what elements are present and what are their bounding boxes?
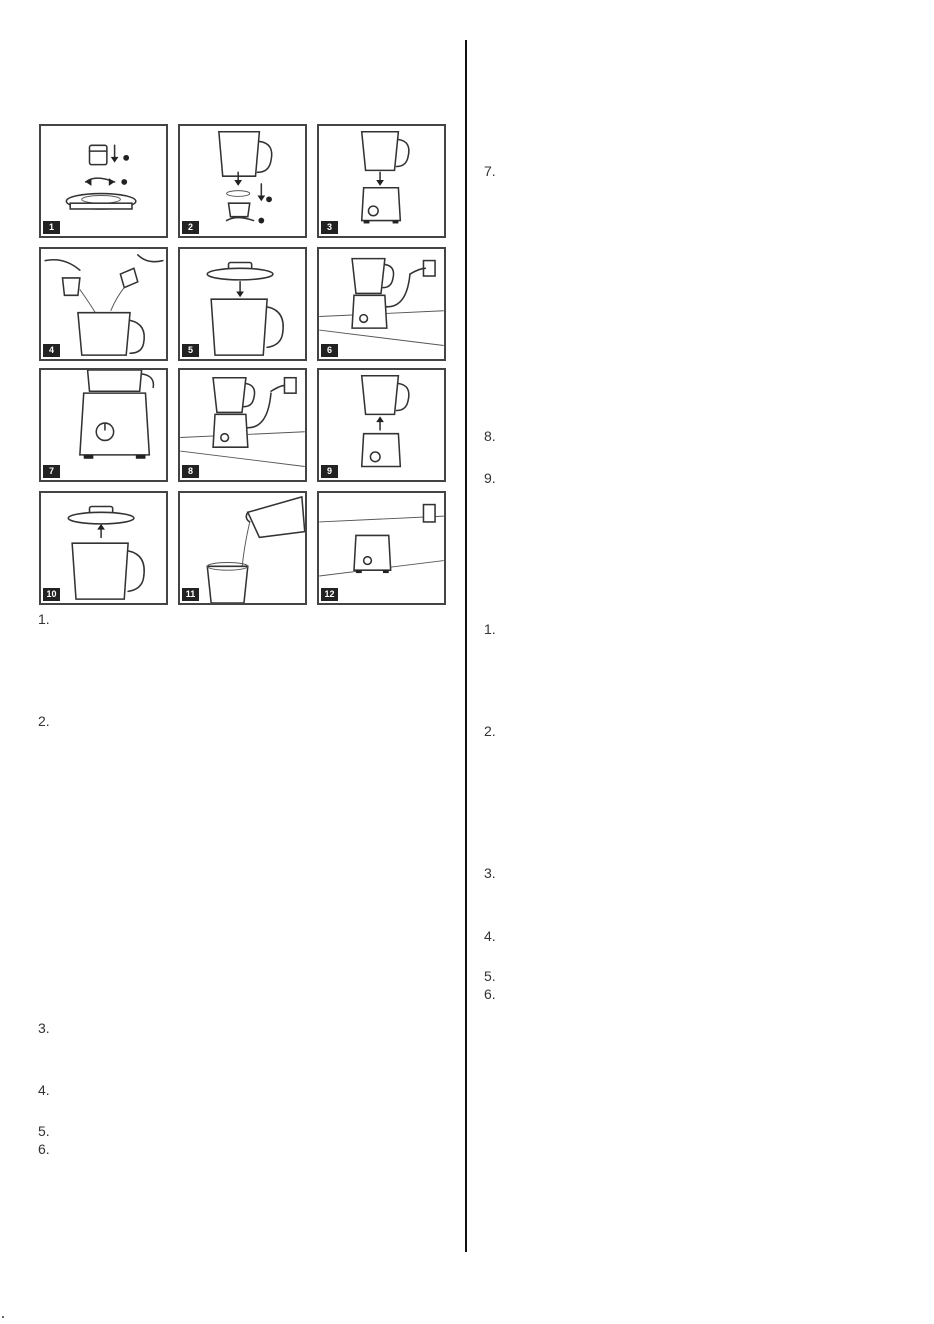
panel-number: 2 [182,221,199,234]
close-lid-icon [180,249,305,359]
illustration-panel-11 [178,491,307,605]
unplug-icon [180,370,305,480]
right-step-number: 3. [484,865,496,881]
remove-lid-icon [41,493,166,603]
illustration-panel-3 [317,124,446,238]
plug-in-icon [319,249,444,359]
right-step-number: 6. [484,986,496,1002]
store-base-icon [319,493,444,603]
left-step-number: 6. [38,1141,50,1157]
panel-number: 9 [321,465,338,478]
panel-number: 3 [321,221,338,234]
illustration-panel-12 [317,491,446,605]
add-ingredients-icon [41,249,166,359]
illustration-panel-7 [39,368,168,482]
panel-number: 10 [43,588,60,601]
left-step-number: 2. [38,713,50,729]
pour-icon [180,493,305,603]
column-divider [465,40,467,1252]
place-jar-on-base-icon [319,126,444,236]
panel-number: 12 [321,588,338,601]
right-step-number: 2. [484,723,496,739]
right-step-number: 7. [484,163,496,179]
panel-number: 7 [43,465,60,478]
panel-number: 6 [321,344,338,357]
jar-blade-assembly-icon [180,126,305,236]
illustration-panel-6 [317,247,446,361]
left-step-number: 3. [38,1020,50,1036]
lift-jar-icon [319,370,444,480]
right-step-number: 4. [484,928,496,944]
illustration-panel-4 [39,247,168,361]
panel-number: 4 [43,344,60,357]
panel-number: 5 [182,344,199,357]
page-corner-mark [2,1316,4,1318]
right-step-number: 1. [484,621,496,637]
illustration-panel-9 [317,368,446,482]
lid-assembly-icon [41,126,166,236]
control-knob-icon [41,370,166,480]
illustration-panel-2 [178,124,307,238]
illustration-panel-5 [178,247,307,361]
panel-number: 8 [182,465,199,478]
panel-number: 11 [182,588,199,601]
right-step-number: 8. [484,428,496,444]
panel-number: 1 [43,221,60,234]
left-step-number: 1. [38,611,50,627]
illustration-panel-10 [39,491,168,605]
left-step-number: 4. [38,1082,50,1098]
left-step-number: 5. [38,1123,50,1139]
illustration-panel-8 [178,368,307,482]
right-step-number: 5. [484,968,496,984]
illustration-panel-1 [39,124,168,238]
right-step-number: 9. [484,470,496,486]
